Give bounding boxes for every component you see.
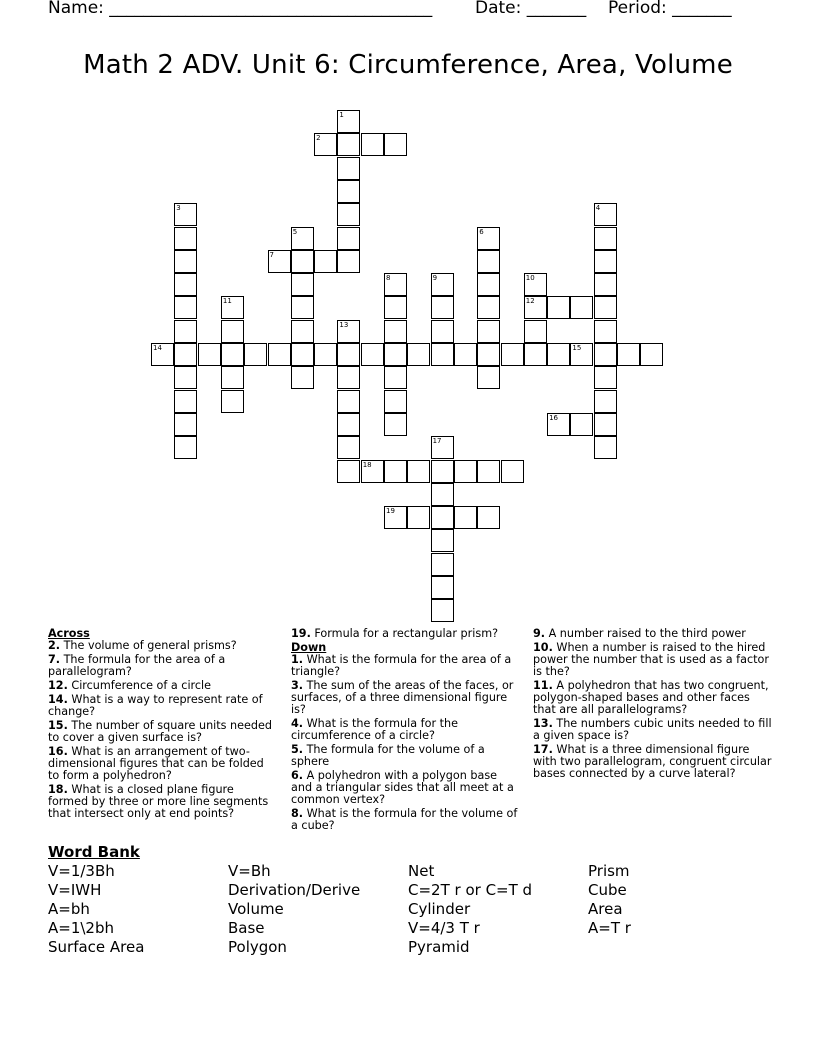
word-bank-entry: V=IWH — [48, 881, 102, 899]
clue-text: When a number is raised to the hired power the number that is used as a factor is the? — [533, 641, 769, 678]
word-bank-entry: C=2T r or C=T d — [408, 881, 533, 899]
clue-text: The formula for the area of a parallelogram? — [48, 653, 226, 678]
down-clue — [533, 642, 773, 678]
across-heading: Across — [48, 627, 90, 640]
clue-text: What is the formula for the circumference of a circle? — [291, 717, 458, 742]
down-clue — [291, 718, 521, 742]
crossword-cell[interactable] — [431, 483, 454, 506]
period-field-label[interactable]: Period: _______ — [608, 0, 732, 18]
clues-column-3 — [533, 628, 773, 782]
clue-number-label: 16. — [48, 745, 68, 758]
clue-text: The number of square units needed to cover a given surface is? — [48, 719, 272, 744]
clue-text: Circumference of a circle — [67, 679, 212, 692]
down-clue — [291, 744, 521, 768]
crossword-cell[interactable] — [477, 250, 500, 273]
clue-number: 2 — [316, 134, 321, 143]
crossword-cell[interactable] — [524, 343, 547, 366]
crossword-cell[interactable] — [501, 343, 524, 366]
clue-number-label: 12. — [48, 679, 68, 692]
across-clue — [48, 654, 272, 678]
down-heading: Down — [291, 641, 327, 654]
clue-number: 6 — [479, 227, 484, 236]
word-bank-entry: V=Bh — [228, 862, 271, 880]
clue-number: 17 — [432, 437, 442, 446]
clue-text: A polyhedron with a polygon base and a triangular sides that all meet at a common vertex? — [291, 769, 514, 806]
crossword-cell[interactable] — [337, 390, 360, 413]
clue-number-label: 8. — [291, 807, 304, 820]
crossword-cell[interactable] — [594, 296, 617, 319]
crossword-cell[interactable] — [174, 413, 197, 436]
clue-number-label: 6. — [291, 769, 304, 782]
crossword-cell[interactable] — [291, 343, 314, 366]
crossword-cell[interactable] — [174, 203, 197, 226]
crossword-cell[interactable] — [384, 366, 407, 389]
down-clue — [291, 808, 521, 832]
crossword-cell[interactable] — [174, 436, 197, 459]
word-bank-entry: Base — [228, 919, 265, 937]
crossword-cell[interactable] — [314, 250, 337, 273]
crossword-cell[interactable] — [524, 320, 547, 343]
clue-number: 15 — [572, 344, 582, 352]
crossword-cell[interactable] — [174, 250, 197, 273]
crossword-cell[interactable] — [291, 227, 314, 250]
crossword-cell[interactable] — [477, 460, 500, 483]
crossword-cell[interactable] — [594, 273, 617, 296]
word-bank-column — [228, 862, 408, 957]
crossword-cell[interactable] — [431, 553, 454, 576]
crossword-cell[interactable] — [407, 460, 430, 483]
crossword-cell[interactable] — [337, 250, 360, 273]
crossword-cell[interactable] — [337, 366, 360, 389]
crossword-cell[interactable] — [594, 343, 617, 366]
crossword-cell[interactable] — [454, 343, 477, 366]
crossword-cell[interactable] — [268, 343, 291, 366]
crossword-cell[interactable] — [431, 343, 454, 366]
crossword-cell[interactable] — [384, 273, 407, 296]
clue-number-label: 19. — [291, 627, 311, 640]
crossword-cell[interactable] — [431, 436, 454, 459]
crossword-cell[interactable] — [594, 413, 617, 436]
clue-number-label: 1. — [291, 653, 304, 666]
word-bank-entry: Surface Area — [48, 938, 145, 956]
crossword-cell[interactable] — [221, 343, 244, 366]
crossword-cell[interactable] — [431, 296, 454, 319]
word-bank-entry: Net — [408, 862, 435, 880]
crossword-cell[interactable] — [174, 273, 197, 296]
word-bank-entry: Cube — [588, 881, 627, 899]
clue-number: 18 — [362, 460, 372, 469]
across-clue — [48, 680, 272, 692]
clue-number: 13 — [339, 320, 349, 329]
word-bank-entry: V=4/3 T r — [408, 919, 480, 937]
crossword-cell[interactable] — [361, 343, 384, 366]
crossword-cell[interactable] — [384, 320, 407, 343]
clue-text: The volume of general prisms? — [60, 639, 237, 652]
clue-number: 14 — [153, 344, 162, 352]
word-bank-entry: Area — [588, 900, 623, 918]
crossword-cell[interactable] — [174, 227, 197, 250]
crossword-cell[interactable] — [454, 460, 477, 483]
across-clue — [48, 640, 272, 652]
crossword-cell[interactable] — [594, 203, 617, 226]
word-bank-title: Word Bank — [48, 843, 140, 861]
clue-number-label: 4. — [291, 717, 304, 730]
crossword-cell[interactable] — [384, 390, 407, 413]
clue-number-label: 18. — [48, 783, 68, 796]
clue-number-label: 9. — [533, 627, 546, 640]
clue-text: Formula for a rectangular prism? — [310, 627, 499, 640]
crossword-cell[interactable] — [477, 506, 500, 529]
crossword-cell[interactable] — [384, 506, 407, 529]
down-clue — [533, 628, 773, 640]
word-bank-entry: A=bh — [48, 900, 90, 918]
down-clue-list — [291, 654, 521, 832]
clue-number-label: 2. — [48, 639, 61, 652]
clue-number-label: 10. — [533, 641, 553, 654]
clue-text: A polyhedron that has two congruent, polygon-shaped bases and other faces that are all parallelograms? — [533, 679, 769, 716]
crossword-cell[interactable] — [337, 110, 360, 133]
crossword-cell[interactable] — [384, 133, 407, 156]
clue-text: The formula for the volume of a sphere — [291, 743, 485, 768]
word-bank-entry: Volume — [228, 900, 284, 918]
date-field-label[interactable]: Date: _______ — [475, 0, 587, 18]
crossword-cell[interactable] — [454, 506, 477, 529]
crossword-cell[interactable] — [477, 320, 500, 343]
clue-number: 16 — [549, 413, 559, 422]
crossword-cell[interactable] — [291, 366, 314, 389]
crossword-cell[interactable] — [337, 157, 360, 180]
word-bank-column — [408, 862, 588, 957]
crossword-cell[interactable] — [431, 529, 454, 552]
clue-text: What is the formula for the area of a triangle? — [291, 653, 512, 678]
crossword-cell[interactable] — [337, 133, 360, 156]
crossword-cell[interactable] — [337, 343, 360, 366]
crossword-cell[interactable] — [384, 343, 407, 366]
crossword-cell[interactable] — [477, 366, 500, 389]
clue-number: 8 — [386, 274, 391, 283]
crossword-cell[interactable] — [407, 506, 430, 529]
crossword-cell[interactable] — [594, 436, 617, 459]
word-bank-entry: V=1/3Bh — [48, 862, 115, 880]
crossword-cell[interactable] — [547, 296, 570, 319]
crossword-cell[interactable] — [198, 343, 221, 366]
clues-column-1 — [48, 628, 272, 822]
clues-column-2 — [291, 628, 521, 834]
crossword-cell[interactable] — [337, 460, 360, 483]
clue-number: 1 — [339, 111, 344, 119]
crossword-cell[interactable] — [291, 296, 314, 319]
crossword-cell[interactable] — [337, 203, 360, 226]
page-title: Math 2 ADV. Unit 6: Circumference, Area, Volume — [83, 50, 733, 80]
down-clue-list-continued — [533, 628, 773, 780]
crossword-cell[interactable] — [361, 460, 384, 483]
clue-number-label: 3. — [291, 679, 304, 692]
clue-text: The numbers cubic units needed to fill a given space is? — [533, 717, 772, 742]
crossword-cell[interactable] — [221, 366, 244, 389]
crossword-cell[interactable] — [291, 273, 314, 296]
clue-text: What is a way to represent rate of change? — [48, 693, 263, 718]
clue-text: What is a three dimensional figure with two parallelogram, congruent circular bases connected by a curve lateral? — [533, 743, 772, 780]
word-bank-entry: Cylinder — [408, 900, 471, 918]
crossword-cell[interactable] — [524, 296, 547, 319]
crossword-cell[interactable] — [640, 343, 663, 366]
across-clue-list-continued — [291, 628, 521, 640]
crossword-cell[interactable] — [594, 366, 617, 389]
down-clue — [291, 770, 521, 806]
crossword-cell[interactable] — [174, 296, 197, 319]
clue-number-label: 17. — [533, 743, 553, 756]
down-clue — [291, 680, 521, 716]
crossword-cell[interactable] — [221, 390, 244, 413]
crossword-cell[interactable] — [291, 320, 314, 343]
crossword-cell[interactable] — [291, 250, 314, 273]
across-clue — [48, 784, 272, 820]
crossword-cell[interactable] — [221, 296, 244, 319]
down-clue — [533, 680, 773, 716]
clue-number: 3 — [176, 204, 181, 213]
clue-number: 7 — [269, 250, 274, 259]
clue-number-label: 5. — [291, 743, 304, 756]
clue-text: A number raised to the third power — [545, 627, 746, 640]
crossword-cell[interactable] — [407, 343, 430, 366]
across-clue — [48, 720, 272, 744]
word-bank-entry: Polygon — [228, 938, 287, 956]
crossword-cell[interactable] — [477, 227, 500, 250]
clue-number-label: 13. — [533, 717, 553, 730]
crossword-cell[interactable] — [524, 273, 547, 296]
word-bank-entry: Prism — [588, 862, 630, 880]
clue-number: 12 — [525, 297, 535, 306]
crossword-cell[interactable] — [337, 413, 360, 436]
crossword-cell[interactable] — [361, 133, 384, 156]
crossword-cell[interactable] — [570, 413, 593, 436]
clue-number: 4 — [595, 204, 601, 213]
down-clue — [291, 654, 521, 678]
crossword-cell[interactable] — [244, 343, 267, 366]
crossword-cell[interactable] — [431, 460, 454, 483]
crossword-cell[interactable] — [547, 343, 570, 366]
down-clue — [533, 744, 773, 780]
crossword-cell[interactable] — [477, 296, 500, 319]
crossword-cell[interactable] — [337, 180, 360, 203]
word-bank-entry: A=1\2bh — [48, 919, 114, 937]
crossword-cell[interactable] — [594, 320, 617, 343]
crossword-cell[interactable] — [431, 320, 454, 343]
crossword-cell[interactable] — [314, 133, 337, 156]
crossword-cell[interactable] — [431, 273, 454, 296]
crossword-cell[interactable] — [570, 343, 593, 366]
crossword-cell[interactable] — [431, 576, 454, 599]
word-bank-entry: Pyramid — [408, 938, 470, 956]
name-field-label[interactable]: Name: ______________________________________ — [48, 0, 433, 18]
crossword-cell[interactable] — [617, 343, 640, 366]
clue-number-label: 7. — [48, 653, 61, 666]
crossword-cell[interactable] — [314, 343, 337, 366]
crossword-cell[interactable] — [501, 460, 524, 483]
crossword-cell[interactable] — [547, 413, 570, 436]
across-clue-list — [48, 640, 272, 820]
across-clue — [48, 694, 272, 718]
clue-number: 10 — [525, 274, 535, 283]
clue-number: 5 — [292, 227, 298, 236]
crossword-cell[interactable] — [268, 250, 291, 273]
clue-text: What is an arrangement of two-dimensional figures that can be folded to form a polyhedron? — [48, 745, 264, 782]
word-bank-column — [588, 862, 768, 938]
word-bank-entry: Derivation/Derive — [228, 881, 361, 899]
word-bank-entry: A=T r — [588, 919, 631, 937]
crossword-cell[interactable] — [221, 320, 244, 343]
clue-number: 11 — [222, 297, 232, 306]
clue-text: What is the formula for the volume of a cube? — [291, 807, 518, 832]
crossword-cell[interactable] — [337, 436, 360, 459]
crossword-cell[interactable] — [384, 413, 407, 436]
word-bank-column — [48, 862, 228, 957]
crossword-cell[interactable] — [431, 506, 454, 529]
across-clue — [48, 746, 272, 782]
crossword-cell[interactable] — [174, 343, 197, 366]
crossword-cell[interactable] — [174, 320, 197, 343]
crossword-cell[interactable] — [477, 343, 500, 366]
across-clue — [291, 628, 521, 640]
clue-number: 9 — [432, 274, 438, 283]
down-clue — [533, 718, 773, 742]
crossword-cell[interactable] — [174, 390, 197, 413]
crossword-cell[interactable] — [384, 460, 407, 483]
clue-text: The sum of the areas of the faces, or surfaces, of a three dimensional figure is? — [291, 679, 514, 716]
crossword-cell[interactable] — [384, 296, 407, 319]
crossword-cell[interactable] — [431, 599, 454, 622]
crossword-cell[interactable] — [337, 320, 360, 343]
crossword-cell[interactable] — [570, 296, 593, 319]
crossword-cell[interactable] — [594, 250, 617, 273]
clue-number: 19 — [386, 507, 395, 516]
crossword-cell[interactable] — [594, 227, 617, 250]
crossword-cell[interactable] — [477, 273, 500, 296]
crossword-cell[interactable] — [337, 227, 360, 250]
clue-number-label: 11. — [533, 679, 553, 692]
crossword-cell[interactable] — [151, 343, 174, 366]
clue-number-label: 14. — [48, 693, 68, 706]
crossword-cell[interactable] — [174, 366, 197, 389]
crossword-cell[interactable] — [594, 390, 617, 413]
clue-text: What is a closed plane figure formed by three or more line segments that intersect only at end points? — [48, 783, 269, 820]
clue-number-label: 15. — [48, 719, 68, 732]
